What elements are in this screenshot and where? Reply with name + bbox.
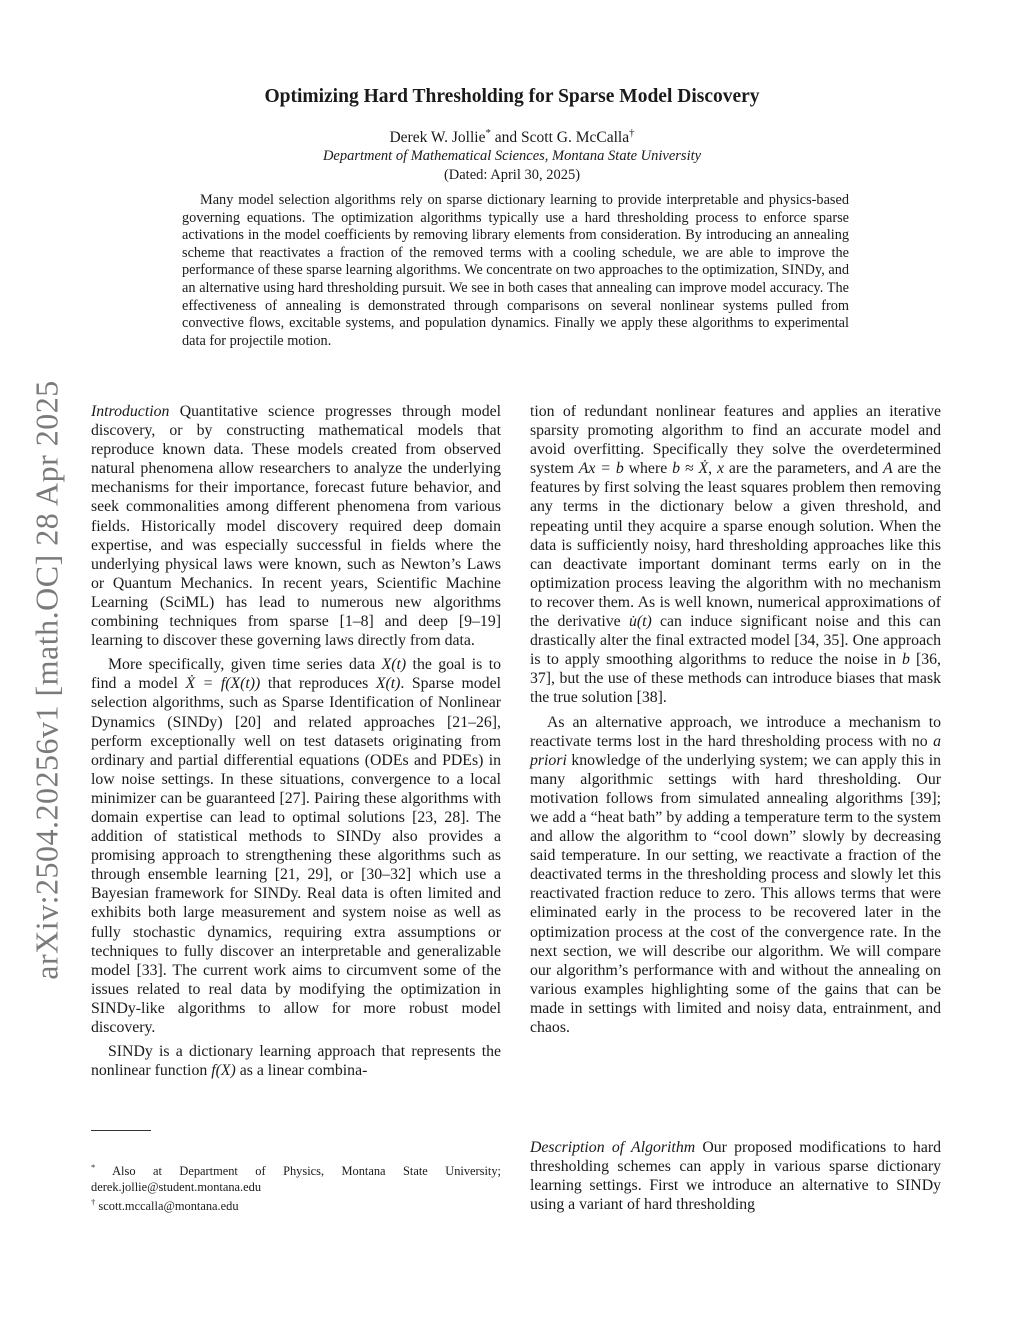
intro-paragraph (91, 402, 501, 650)
math-b: b (902, 651, 910, 669)
right-column (530, 402, 941, 1042)
footnote-2 (91, 1195, 501, 1215)
goal-text-a: More specifically, given time series data (108, 656, 382, 674)
cont-text-c: , (708, 460, 717, 478)
footnote-1-mark: * (91, 1162, 96, 1172)
footnote-2-mark: † (91, 1197, 96, 1208)
intro-text: Quantitative science progresses through model discovery, or by constructing mathematical models that reproduce known data. These models created from observed natural phenomena allow researchers to analyze the underlying mechanisms for their importance, forecast future behavior, and seek commonalities among different phenomena from various fields. Historically model discovery required deep domain expertise, and was especially successful in fields where the underlying physical laws were known, such as Newton’s Laws or Quantum Mechanics. In recent years, Scientific Machine Learning (SciML) has lead to numerous new algorithms combining techniques from sparse [1–8] and deep [9–19] learning to discover these governing laws directly from data. (91, 403, 502, 650)
math-b-approx: b ≈ Ẋ (672, 460, 709, 478)
goal-text-d: . Sparse model selection algorithms, such as Sparse Identification of Nonlinear Dynamics (SINDy) [20] and related approaches [21–26], perform exceptionally well on test datasets originating from ordinary and partial differential equations (ODEs and PDEs) in low noise settings. In these situations, convergence to a local minimizer can be guaranteed [27]. Pairing these algorithms with domain expertise can lead to optimal solutions [23, 28]. The addition of statistical methods to SINDy also provides a promising approach to strengthening these algorithms such as through ensemble learning [21, 29], or [30–32] which use a Bayesian framework for SINDy. Real data is often limited and exhibits both large measurement and system noise as well as fully stochastic dynamics, requiring extra assumptions or techniques to fully discover an interpretable and generalizable model [33]. The current work aims to circumvent some of the issues related to real data by modifying the optimization in SINDy-like algorithms to allow for more robust model discovery. (91, 675, 501, 1036)
math-xt: X(t) (381, 656, 407, 674)
math-udot: u̇(t) (628, 613, 652, 631)
a-priori-italic: a priori (530, 732, 941, 769)
author-2-mark: † (629, 127, 635, 139)
arxiv-identifier-stamp (22, 330, 72, 1030)
math-xt-2: X(t) (375, 675, 401, 693)
left-column (91, 402, 501, 1085)
paper-title: Optimizing Hard Thresholding for Sparse Model Discovery (264, 86, 760, 107)
math-a: A (882, 460, 893, 478)
sindy-paragraph (91, 1042, 501, 1080)
math-model-equation: Ẋ = f(X(t)) (185, 675, 261, 693)
abstract: Many model selection algorithms rely on sparse dictionary learning to provide interpretable and physics-based governing equations. The optimization algorithms typically use a hard thresholding process to enforce sparse activations in the model coefficients by removing library elements from consideration. By introducing an annealing scheme that reactivates a fraction of the removed terms with a cooling schedule, we are able to improve the performance of these sparse learning algorithms. We concentrate on two approaches to the optimization, SINDy, and an alternative using hard thresholding pursuit. We see in both cases that annealing can improve model accuracy. The effectiveness of annealing is demonstrated through comparisons on several nonlinear systems pulled from convective flows, excitable systems, and population dynamics. Finally we apply these algorithms to experimental data for projectile motion. (182, 192, 850, 349)
author-1-mark: * (485, 127, 491, 139)
arxiv-id-text: arXiv:2504.20256v1 [math.OC] 28 Apr 2025 (28, 380, 65, 980)
math-fx: f(X) (211, 1062, 236, 1080)
alternative-paragraph (530, 713, 941, 1038)
sindy-text-b: as a linear combina- (235, 1062, 368, 1080)
cont-text-e: are the features by first solving the least squares problem then removing any terms in the dictionary below a given threshold, and repeating until they acquire a sparse enough solution. When the data is sufficiently noisy, hard thresholding approaches like this can deactivate important dominant terms early on in the optimization process leaving the algorithm with no mechanism to recover them. As is well known, numerical approximations of the derivative (530, 460, 941, 631)
alt-text-a: As an alternative approach, we introduce a mechanism to reactivate terms lost in the hard thresholding process with no (530, 713, 941, 750)
goal-text-b: the goal is to find a model (91, 656, 501, 693)
cont-text-a: tion of redundant nonlinear features and applies an iterative sparsity promoting algorithm to find an accurate model and avoid overfitting. Specifically they solve the overdetermined system (530, 403, 941, 478)
footnote-rule (91, 1130, 151, 1131)
cont-text-f: can induce significant noise and this can drastically alter the final extracted model [34, 35]. One approach is to apply smoothing algorithms to reduce the noise in (530, 613, 941, 669)
goal-text-c: that reproduces (260, 675, 376, 693)
footnote-2-text: scott.mccalla@montana.edu (95, 1199, 239, 1214)
intro-heading: Introduction (91, 403, 170, 420)
date-line: (Dated: April 30, 2025) (443, 167, 581, 183)
cont-text-g: [36, 37], but the use of these methods can introduce biases that mask the true solution [38]. (530, 651, 941, 707)
math-ax-b: Ax = b (578, 460, 624, 478)
goal-paragraph (91, 655, 501, 1037)
footnote-1-text: Also at Department of Physics, Montana State University; derek.jollie@student.montana.edu (91, 1164, 501, 1194)
alt-text-b: knowledge of the underlying system; we can apply this in many algorithmic settings with hard thresholding. Our motivation follows from simulated annealing algorithms [39]; we add a “heat bath” by adding a temperature term to the system and allow the algorithm to “cool down” slowly by decreasing said temperature. In our setting, we reactivate a fraction of the deactivated terms in the thresholding process and slowly let this reactivated fraction reduce to zero. This allows terms that were eliminated early in the process to be recovered later in the optimization process at the cost of the convergence rate. In the next section, we will describe our algorithm. We will compare our algorithm’s performance with and without the annealing on various examples highlighting some of the gains that can be made in settings with limited and noisy data, entrainment, and chaos. (530, 751, 941, 1036)
math-x: x (716, 460, 724, 478)
sindy-text-a: SINDy is a dictionary learning approach that represents the nonlinear function (91, 1043, 501, 1080)
description-text: Our proposed modifications to hard thresholding schemes can apply in various sparse dictionary learning settings. First we introduce an alternative to SINDy using a variant of hard thresholding (530, 1139, 941, 1214)
footnotes (91, 1160, 501, 1215)
sindy-continued-paragraph (530, 402, 941, 708)
footnote-1 (91, 1160, 501, 1195)
author-1: Derek W. Jollie (389, 129, 486, 147)
author-line (0, 127, 1024, 147)
description-section (530, 1138, 941, 1219)
author-conjunction: and (490, 129, 522, 147)
description-paragraph (530, 1138, 941, 1214)
cont-text-d: are the parameters, and (723, 460, 883, 478)
description-heading: Description of Algorithm (530, 1139, 696, 1156)
cont-text-b: where (623, 460, 673, 478)
affiliation: Department of Mathematical Sciences, Montana State University (322, 148, 702, 164)
author-2: Scott G. McCalla (521, 129, 630, 147)
